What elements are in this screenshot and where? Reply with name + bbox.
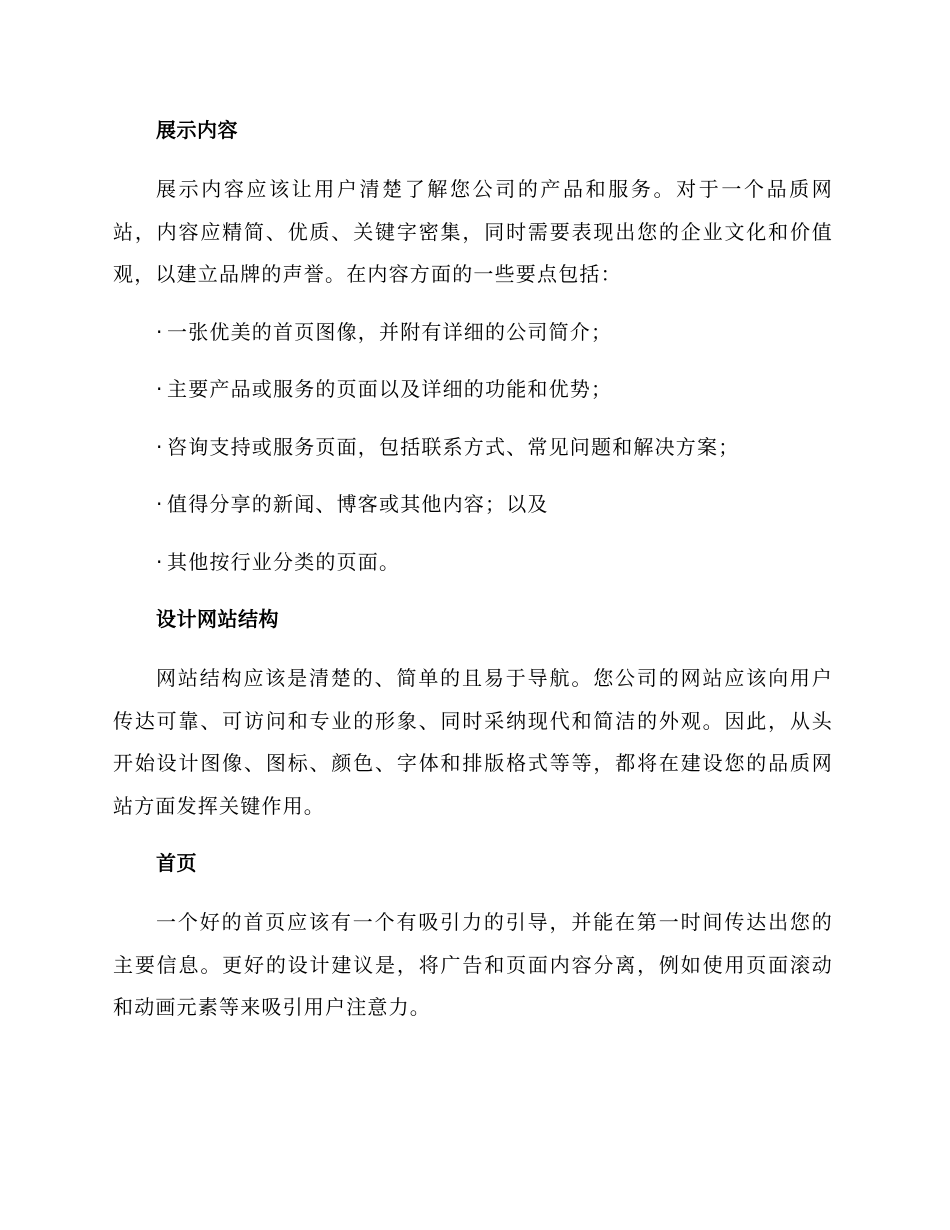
list-item bbox=[113, 484, 833, 524]
section-heading-site-structure: 设计网站结构 bbox=[156, 607, 279, 631]
content-points-list bbox=[113, 312, 833, 582]
section-paragraph-display-content: 展示内容应该让用户清楚了解您公司的产品和服务。对于一个品质网站，内容应精简、优质、关键字密集，同时需要表现出您的企业文化和价值观，以建立品牌的声誉。在内容方面的一些要点包括： bbox=[113, 177, 833, 286]
list-item bbox=[113, 369, 833, 409]
list-item-text: 其他按行业分类的页面。 bbox=[167, 549, 401, 574]
bullet-dot-icon: · bbox=[156, 319, 164, 344]
list-item bbox=[113, 542, 833, 582]
list-item-text: 主要产品或服务的页面以及详细的功能和优势； bbox=[167, 377, 613, 401]
list-item-text: 咨询支持或服务页面，包括联系方式、常见问题和解决方案； bbox=[167, 434, 740, 459]
bullet-dot-icon: · bbox=[156, 549, 164, 574]
section-paragraph-site-structure: 网站结构应该是清楚的、简单的且易于导航。您公司的网站应该向用户传达可靠、可访问和专业的形象、同时采纳现代和简洁的外观。因此，从头开始设计图像、图标、颜色、字体和排版格式等等，都将在建设您的品质网站方面发挥关键作用。 bbox=[113, 666, 833, 818]
bullet-dot-icon: · bbox=[156, 492, 164, 516]
bullet-dot-icon: · bbox=[156, 434, 164, 459]
document-content bbox=[113, 110, 833, 1045]
section-paragraph-homepage: 一个好的首页应该有一个有吸引力的引导，并能在第一时间传达出您的主要信息。更好的设计建议是，将广告和页面内容分离，例如使用页面滚动和动画元素等来吸引用户注意力。 bbox=[113, 910, 833, 1019]
list-item bbox=[113, 312, 833, 352]
bullet-dot-icon: · bbox=[156, 377, 164, 401]
section-heading-display-content: 展示内容 bbox=[156, 118, 238, 142]
list-item bbox=[113, 427, 833, 467]
section-heading-homepage: 首页 bbox=[156, 851, 197, 875]
list-item-text: 值得分享的新闻、博客或其他内容；以及 bbox=[167, 492, 549, 516]
list-item-text: 一张优美的首页图像，并附有详细的公司简介； bbox=[167, 319, 613, 344]
